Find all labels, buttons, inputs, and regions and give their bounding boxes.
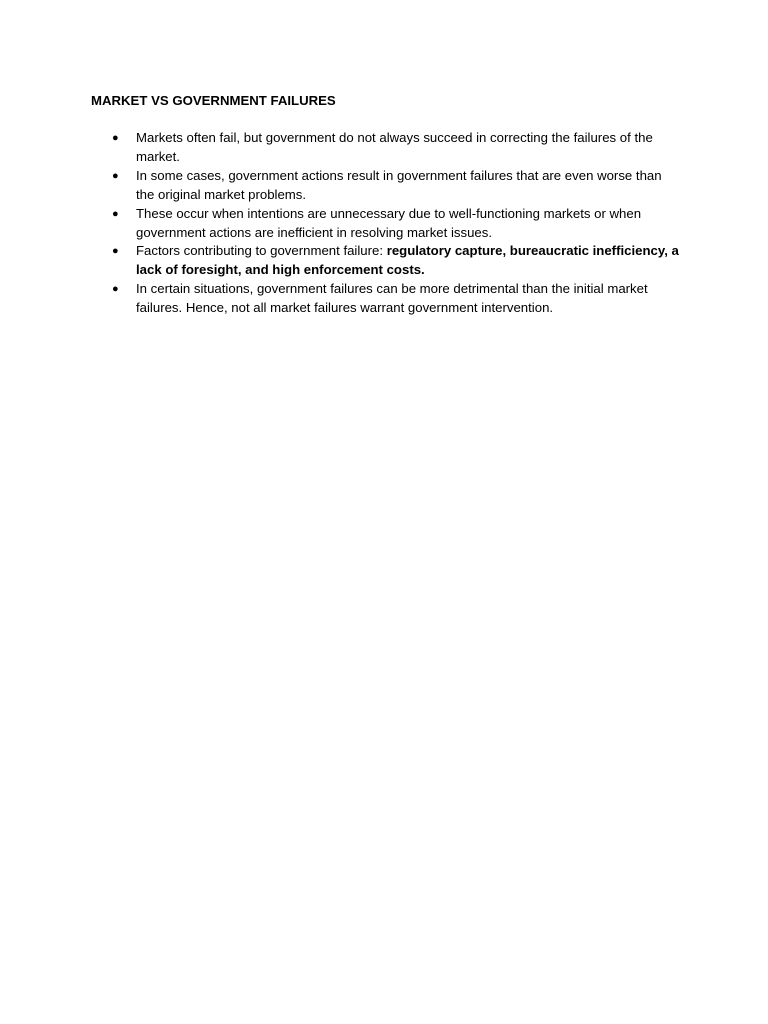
bullet-icon: ● bbox=[112, 132, 119, 144]
list-item bbox=[112, 242, 682, 280]
bullet-icon: ● bbox=[112, 169, 119, 182]
bullet-icon: ● bbox=[112, 283, 119, 296]
bullet-text: These occur when intentions are unnecessary due to well-functioning markets or when government actions are inefficient in resolving market issues. bbox=[136, 205, 642, 240]
bullet-text: Markets often fail, but government do not always succeed in correcting the failures of the market. bbox=[136, 130, 653, 164]
bullet-list bbox=[112, 129, 682, 318]
list-item bbox=[112, 167, 682, 205]
bullet-text: In certain situations, government failures can be more detrimental than the initial market failures. Hence, not all market failures warrant government intervention. bbox=[136, 281, 648, 316]
page-title: MARKET VS GOVERNMENT FAILURES bbox=[91, 93, 336, 108]
bullet-icon: ● bbox=[112, 245, 119, 258]
list-item bbox=[112, 129, 682, 167]
bullet-icon: ● bbox=[112, 207, 119, 220]
list-item bbox=[112, 205, 682, 243]
bullet-text: Factors contributing to government failure: bbox=[136, 243, 387, 259]
list-item bbox=[112, 280, 682, 318]
bullet-bold-text: regulatory capture, bureaucratic inefficiency, a lack of foresight, and high enforcement costs. bbox=[136, 243, 679, 278]
bullet-text: In some cases, government actions result in government failures that are even worse than the original market problems. bbox=[136, 167, 662, 202]
